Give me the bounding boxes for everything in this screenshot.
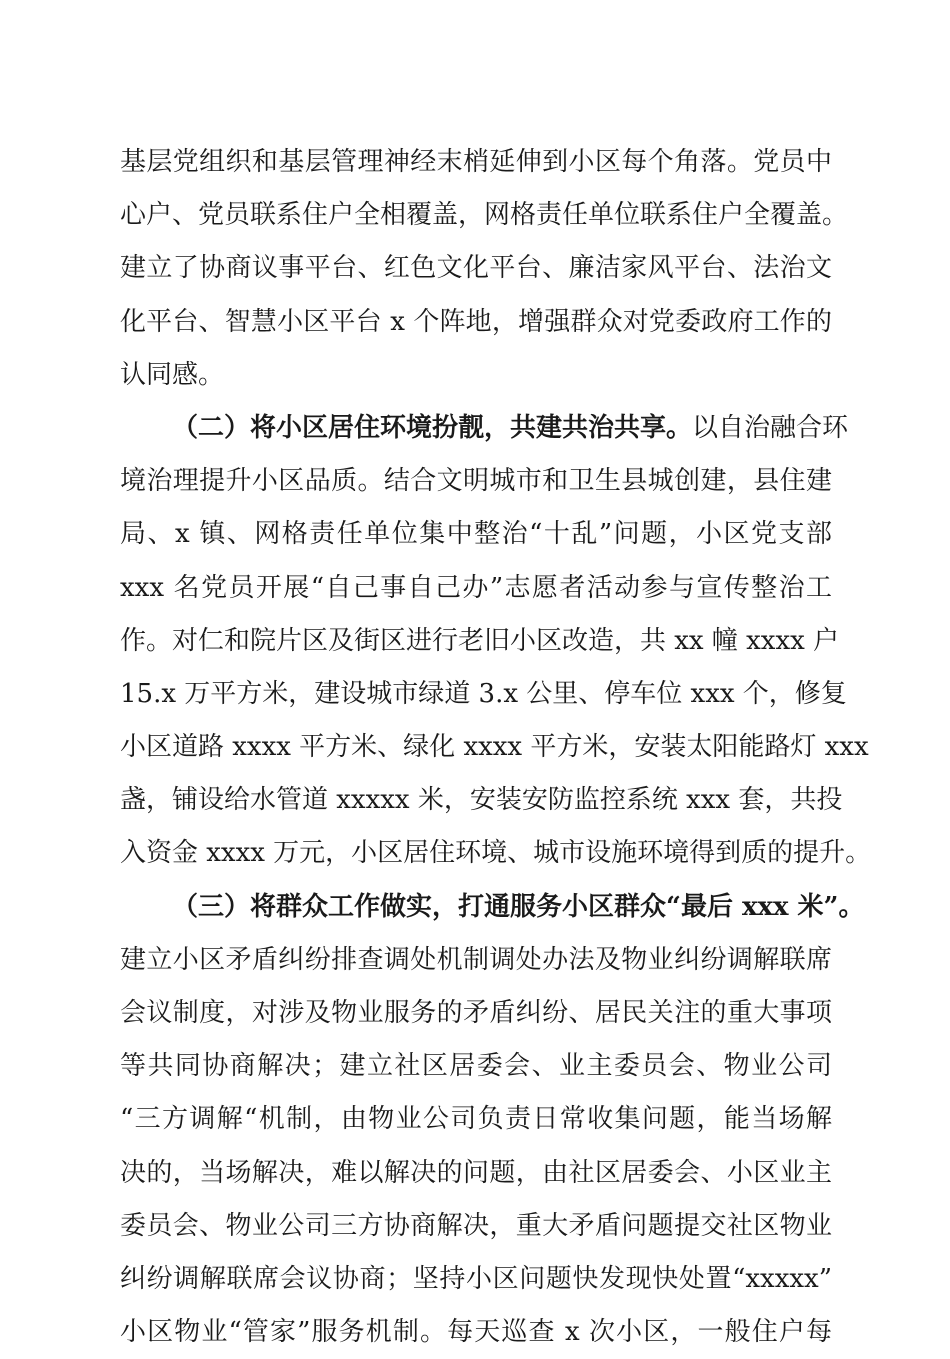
section-heading: （三）将群众工作做实，打通服务小区群众“最后 xxx 米”。 (172, 891, 865, 922)
document-page (120, 136, 872, 1359)
text-line: 基层党组织和基层管理神经末梢延伸到小区每个角落。党员中 (120, 147, 832, 177)
text-line: “三方调解“机制，由物业公司负责日常收集问题，能当场解 (120, 1104, 832, 1135)
text-line: 局、x 镇、网格责任单位集中整治“十乱”问题，小区党支部 (120, 519, 832, 550)
text-line: 小区道路 xxxx 平方米、绿化 xxxx 平方米，安装太阳能路灯 xxx (120, 732, 869, 763)
text-line: 境治理提升小区品质。结合文明城市和卫生县城创建，县住建 (120, 466, 832, 497)
text-line: 心户、党员联系住户全相覆盖，网格责任单位联系住户全覆盖。 (120, 200, 849, 231)
text-line: 建立小区矛盾纠纷排查调处机制调处办法及物业纠纷调解联席 (120, 944, 832, 975)
text-line: xxx 名党员开展“自己事自己办”志愿者活动参与宣传整治工 (120, 572, 832, 603)
text-line: 认同感。 (120, 359, 225, 390)
text-line: 等共同协商解决；建立社区居委会、业主委员会、物业公司 (120, 1051, 832, 1082)
paragraph-3 (120, 881, 865, 1359)
text-line: 15.x 万平方米，建设城市绿道 3.x 公里、停车位 xxx 个，修复 (120, 678, 847, 709)
text-line: 作。对仁和院片区及街区进行老旧小区改造，共 xx 幢 xxxx 户 (120, 625, 840, 656)
text-line: 建立了协商议事平台、红色文化平台、廉洁家风平台、法治文 (120, 253, 832, 284)
text-line: 决的，当场解决，难以解决的问题，由社区居委会、小区业主 (120, 1157, 832, 1188)
paragraph-1 (120, 136, 849, 402)
text-line: 盏，铺设给水管道 xxxxx 米，安装安防监控系统 xxx 套，共投 (120, 785, 843, 816)
section-heading: （二）将小区居住环境扮靓，共建共治共享。 (172, 412, 693, 443)
text-line: 入资金 xxxx 万元，小区居住环境、城市设施环境得到质的提升。 (120, 838, 872, 869)
paragraph-first-line (120, 402, 849, 455)
text-line: 纠纷调解联席会议协商；坚持小区问题快发现快处置“xxxxx” (120, 1263, 832, 1294)
text-line: 化平台、智慧小区平台 x 个阵地，增强群众对党委政府工作的 (120, 306, 832, 337)
paragraph-2 (120, 402, 872, 881)
text-line: 委员会、物业公司三方协商解决，重大矛盾问题提交社区物业 (120, 1210, 832, 1241)
text-line: 小区物业“管家”服务机制。每天巡查 x 次小区，一般住户每 (120, 1317, 832, 1348)
text-line: 会议制度，对涉及物业服务的矛盾纠纷、居民关注的重大事项 (120, 998, 832, 1028)
text-fragment: 以自治融合环 (692, 412, 849, 443)
